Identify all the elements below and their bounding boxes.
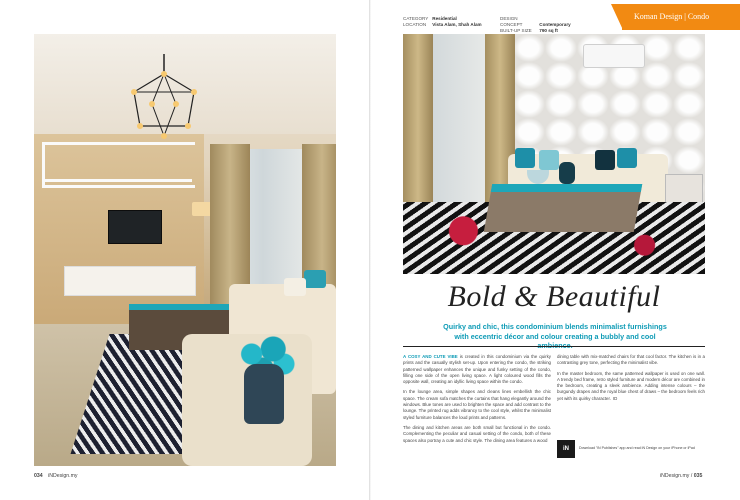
coffee-table [484, 184, 642, 232]
design-concept-value: Contemporary [539, 22, 571, 28]
category-value: Residential [432, 16, 457, 21]
site-url: iNDesign.my [48, 473, 78, 479]
article-standfirst: Quirky and chic, this condominium blends minimalist furnishings with eccentric décor and colour creating a bubbly and cool [443, 322, 667, 341]
page-number: 034 [34, 473, 43, 479]
paragraph [557, 371, 705, 402]
design-concept-label: DESIGN CONCEPT [500, 16, 523, 28]
left-folio [34, 473, 78, 479]
wall-shelf-ledge [42, 179, 192, 182]
brand-section-label: Koman Design | Condo [634, 12, 710, 21]
project-meta-left [403, 16, 482, 28]
paragraph: The dining and kitchen areas are both small but functional in the condo. Complementing the peculiar and casual setting of the condo, both of these spaces also portray a cute and chic style. The dining area features a wood [403, 424, 551, 443]
end-mark: ID [612, 395, 618, 401]
section-name: Condo [687, 12, 710, 21]
app-promo-text: Download "iN Publishes" app and read iN Design on your iPhone or iPad [579, 446, 695, 450]
paragraph: In the lounge area, simple shapes and cleans lines embellish the chic space. The cream sofa matches the curtains that hang elegantly around the windows. Blue tones are used to brighten the space and add contrast to the lounge. The printed rug adds vibrancy to the cool style, whilst the minimalist styled furniture balances the loud prints and patterns. [403, 389, 551, 420]
television [108, 210, 162, 244]
headline-rule [403, 346, 705, 347]
built-up-size-value: 790 sq ft [539, 28, 558, 34]
paragraph: dining table with mix-matched chairs for that cool factor. The kitchen is in a contrasting grey tone, perfecting the minimalist vibe. [557, 354, 705, 366]
cushion [284, 278, 306, 296]
curtain-left [403, 34, 433, 224]
project-meta-right [500, 16, 571, 35]
brand-name: Koman Design [634, 12, 683, 21]
living-room-photo [34, 34, 336, 466]
page-gutter [369, 0, 371, 500]
cushion [595, 150, 615, 170]
floor-lamp [192, 202, 212, 216]
cushion [539, 150, 559, 170]
article-headline: Bold & Beautiful [447, 280, 661, 313]
location-label: LOCATION [403, 22, 427, 28]
body-column-2 [557, 354, 705, 406]
vase [244, 364, 284, 424]
air-conditioner [583, 44, 645, 68]
app-badge-icon[interactable]: iN [557, 440, 575, 458]
page-number: 035 [693, 473, 703, 479]
paragraph-text: is created in this condominium via the quirky prints and the casually stylish set-up. Upon entering the condo, the striking patterned wallpaper enhances the unique and funky setting of the condo, filling one side of the open living space. A light coloured wood fills the opposite wall, creating an idyllic living space within the condo. [403, 354, 551, 385]
chandelier [114, 54, 214, 154]
cushion [617, 148, 637, 168]
lounge-photo [403, 34, 705, 274]
lead-in: A COSY AND CUTE VIBE [403, 354, 458, 359]
location-value: Vista Alam, Shah Alam [432, 22, 482, 28]
tv-cabinet [64, 266, 196, 296]
cushion [304, 270, 326, 288]
paragraph [403, 354, 551, 385]
site-url: iNDesign.my [660, 473, 690, 479]
right-folio: iNDesign.my / 035 [660, 473, 703, 479]
body-column-1 [403, 354, 551, 448]
category-label: CATEGORY [403, 16, 429, 21]
cushion [515, 148, 535, 168]
vase [559, 162, 575, 184]
paragraph-text: In the master bedroom, the same patterned wallpaper is used on one wall. A trendy bed frame, retro styled furniture and modern décor are combined in the bedroom, creating a sleek ambience. Adding intense colours – the burgundy drapes and the royal blue chest of draws – the bedroom feels rich yet with its quirky character. [557, 370, 705, 401]
built-up-size-label: BUILT-UP SIZE [500, 28, 532, 34]
